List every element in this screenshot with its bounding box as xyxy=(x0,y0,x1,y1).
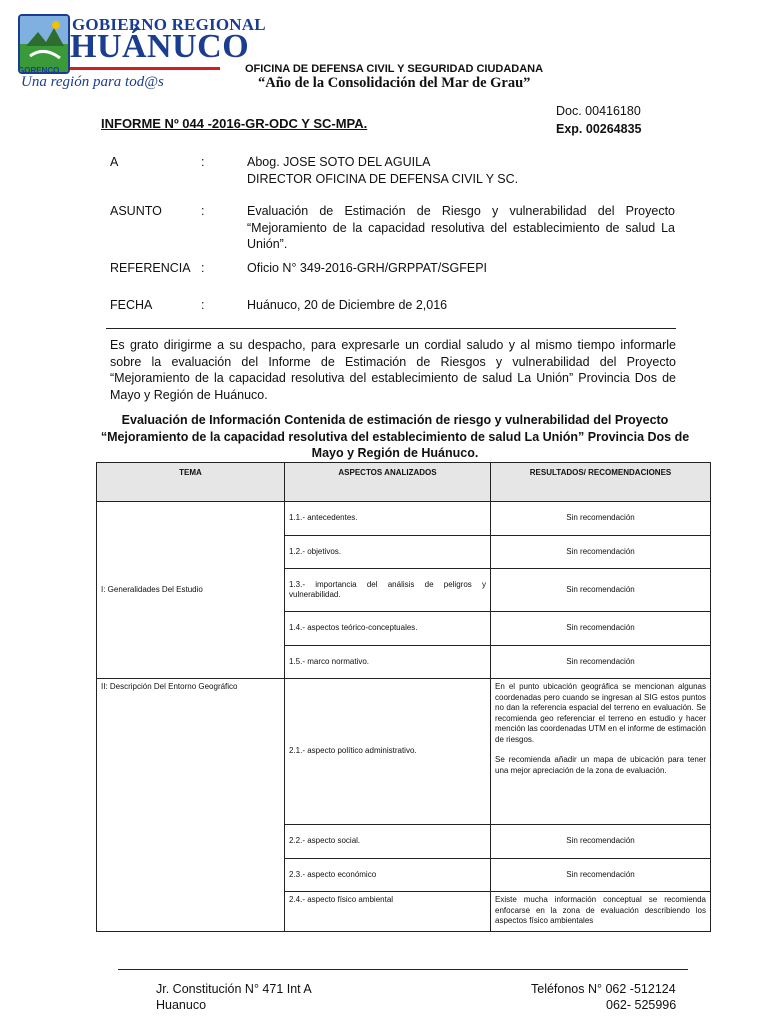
to-colon: : xyxy=(201,155,205,169)
result-text: Se recomienda añadir un mapa de ubicación para tener una mejor apreciación de la zona de evaluación. xyxy=(495,755,706,775)
header-aspects: ASPECTOS ANALIZADOS xyxy=(285,463,491,502)
aspect-cell: 2.3.- aspecto económico xyxy=(285,859,491,892)
subject-value: Evaluación de Estimación de Riesgo y vulnerabilidad del Proyecto “Mejoramiento de la capacidad resolutiva del establecimiento de salud La Unión”. xyxy=(247,204,675,251)
result-cell xyxy=(491,679,711,825)
result-cell: Sin recomendación xyxy=(491,646,711,679)
header-results: RESULTADOS/ RECOMENDACIONES xyxy=(491,463,711,502)
reference-value: Oficio N° 349-2016-GRH/GRPPAT/SGFEPI xyxy=(247,261,488,275)
logo-title: GOBIERNO REGIONAL xyxy=(72,15,266,34)
reference-colon: : xyxy=(201,261,205,275)
aspect-cell: 1.1.- antecedentes. xyxy=(285,502,491,536)
topic-cell: I: Generalidades Del Estudio xyxy=(97,502,285,679)
footer-city: Huanuco xyxy=(156,998,207,1012)
logo-acronym: GORENCO xyxy=(18,66,60,75)
logo-region-name: HUÁNUCO xyxy=(70,28,250,65)
reference-label: REFERENCIA xyxy=(110,261,191,275)
evaluation-table xyxy=(96,462,711,932)
footer-address: Jr. Constitución N° 471 Int A xyxy=(156,982,312,996)
aspect-cell: 2.2.- aspecto social. xyxy=(285,825,491,859)
result-cell: Sin recomendación xyxy=(491,569,711,612)
doc-number: Doc. 00416180 xyxy=(556,104,641,118)
aspect-cell: 2.1.- aspecto político administrativo. xyxy=(285,679,491,825)
header-topic: TEMA xyxy=(97,463,285,502)
result-cell: Sin recomendación xyxy=(491,536,711,569)
subject-label: ASUNTO xyxy=(110,204,162,218)
report-title: INFORME Nº 044 -2016-GR-ODC Y SC-MPA. xyxy=(101,116,368,131)
exp-number: Exp. 00264835 xyxy=(556,122,642,136)
footer-separator xyxy=(118,969,688,970)
result-cell: Sin recomendación xyxy=(491,825,711,859)
to-value xyxy=(247,154,675,187)
regional-emblem-icon xyxy=(18,14,70,74)
body-paragraph: Es grato dirigirme a su despacho, para expresarle un cordial saludo y al mismo tiempo informarle sobre la evaluación del Informe de Estimación de Riesgos y vulnerabilidad del Proyecto “Mejoramiento de la capacidad resolutiva del establecimiento de salud La Unión” Provincia Dos de Mayo y Región de Huánuco. xyxy=(110,338,676,402)
subject-colon: : xyxy=(201,204,205,218)
result-cell: Sin recomendación xyxy=(491,612,711,646)
date-colon: : xyxy=(201,298,205,312)
table-header-row xyxy=(97,463,711,502)
to-position: DIRECTOR OFICINA DE DEFENSA CIVIL Y SC. xyxy=(247,171,519,186)
header-separator xyxy=(106,328,676,329)
gorenco-logo xyxy=(18,12,266,90)
result-text: En el punto ubicación geográfica se mencionan algunas coordenadas pero cuando se ingresan al SIG estos puntos no dan la referencia espacial del terreno en evaluación. Se recomienda geo referenciar el terreno en estudio y hacer mención las coordenadas UTM en el informe de estimación de riesgos. xyxy=(495,682,706,744)
result-cell: Existe mucha información conceptual se recomienda enfocarse en la zona de evaluación describiendo los aspectos físico ambientales xyxy=(491,892,711,932)
date-label: FECHA xyxy=(110,298,153,312)
logo-tagline: Una región para tod@s xyxy=(21,74,164,90)
result-cell: Sin recomendación xyxy=(491,502,711,536)
aspect-cell: 2.4.- aspecto físico ambiental xyxy=(285,892,491,932)
table-row xyxy=(97,679,711,825)
aspect-cell: 1.4.- aspectos teórico-conceptuales. xyxy=(285,612,491,646)
year-motto: “Año de la Consolidación del Mar de Grau” xyxy=(258,75,531,91)
to-label: A xyxy=(110,155,119,169)
aspect-cell: 1.3.- importancia del análisis de peligros y vulnerabilidad. xyxy=(285,569,491,612)
aspect-cell: 1.5.- marco normativo. xyxy=(285,646,491,679)
date-value: Huánuco, 20 de Diciembre de 2,016 xyxy=(247,298,448,312)
table-row xyxy=(97,502,711,536)
footer-phone-2: 062- 525996 xyxy=(606,998,677,1012)
result-cell: Sin recomendación xyxy=(491,859,711,892)
to-name: Abog. JOSE SOTO DEL AGUILA xyxy=(247,155,431,169)
aspect-cell: 1.2.- objetivos. xyxy=(285,536,491,569)
logo-divider xyxy=(70,67,220,70)
section-title: Evaluación de Información Contenida de estimación de riesgo y vulnerabilidad del Proyecto “Mejoramiento de la capacidad resolutiva del establecimiento de salud La Unión” Provincia Dos de Mayo y Región de Huánuco. xyxy=(100,413,690,460)
topic-cell: II: Descripción Del Entorno Geográfico xyxy=(97,679,285,932)
office-name: OFICINA DE DEFENSA CIVIL Y SEGURIDAD CIUDADANA xyxy=(245,63,544,75)
footer-phone: Teléfonos N° 062 -512124 xyxy=(531,982,676,996)
